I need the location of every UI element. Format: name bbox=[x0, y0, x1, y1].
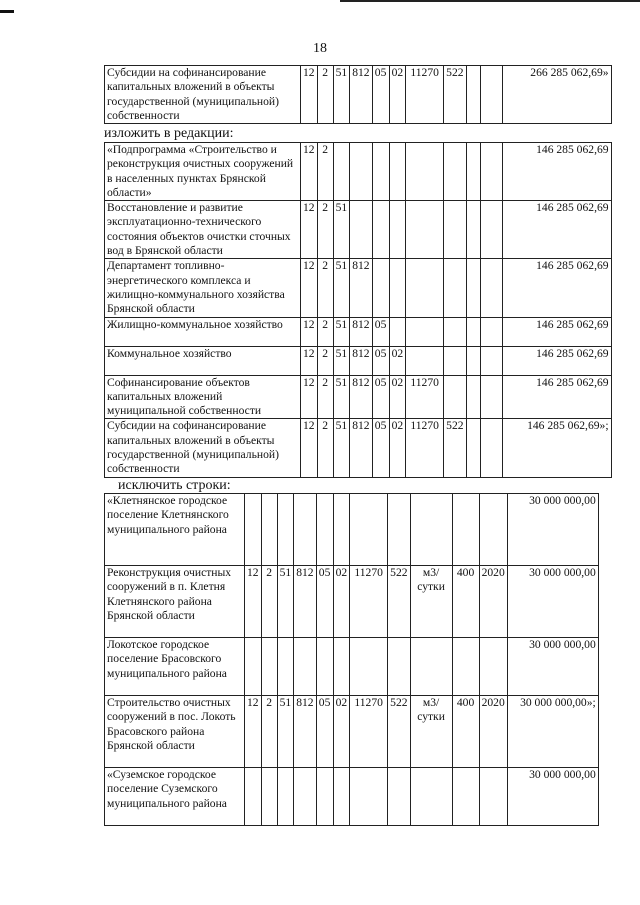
table-row bbox=[105, 768, 599, 826]
code-cell bbox=[466, 143, 480, 201]
capacity-cell: 400 bbox=[452, 696, 479, 768]
unit-cell: м3/ сутки bbox=[410, 696, 452, 768]
code-cell: 812 bbox=[350, 346, 372, 375]
code-cell bbox=[480, 66, 502, 124]
code-cell bbox=[389, 143, 406, 201]
code-cell: 51 bbox=[333, 201, 350, 259]
code-cell: 11270 bbox=[350, 696, 388, 768]
code-cell: 51 bbox=[277, 566, 294, 638]
code-cell: 11270 bbox=[350, 566, 388, 638]
code-cell: 2 bbox=[317, 66, 333, 124]
code-cell bbox=[406, 143, 444, 201]
code-cell: 05 bbox=[316, 566, 333, 638]
code-cell: 522 bbox=[388, 566, 410, 638]
unit-cell bbox=[410, 638, 452, 696]
code-cell bbox=[350, 201, 372, 259]
table-row bbox=[105, 638, 599, 696]
code-cell bbox=[372, 201, 389, 259]
amount-cell: 266 285 062,69» bbox=[502, 66, 611, 124]
code-cell: 51 bbox=[333, 346, 350, 375]
code-cell: 12 bbox=[245, 566, 262, 638]
code-cell: 2 bbox=[317, 375, 333, 419]
code-cell bbox=[316, 768, 333, 826]
code-cell: 12 bbox=[301, 201, 318, 259]
amount-cell: 146 285 062,69 bbox=[502, 201, 611, 259]
amount-cell: 146 285 062,69 bbox=[502, 375, 611, 419]
code-cell bbox=[350, 494, 388, 566]
code-cell: 522 bbox=[444, 66, 466, 124]
code-cell bbox=[466, 375, 480, 419]
code-cell bbox=[480, 375, 502, 419]
code-cell bbox=[480, 201, 502, 259]
code-cell bbox=[389, 201, 406, 259]
code-cell: 11270 bbox=[406, 66, 444, 124]
code-cell bbox=[350, 768, 388, 826]
caption-edit: изложить в редакции: bbox=[104, 126, 234, 141]
code-cell bbox=[350, 638, 388, 696]
code-cell bbox=[261, 638, 277, 696]
code-cell bbox=[294, 638, 316, 696]
capacity-cell bbox=[452, 638, 479, 696]
code-cell: 05 bbox=[372, 66, 389, 124]
table-row bbox=[105, 375, 612, 419]
code-cell: 11270 bbox=[406, 375, 444, 419]
code-cell bbox=[277, 768, 294, 826]
code-cell: 522 bbox=[388, 696, 410, 768]
row-name: «Клетнянское городское поселение Клетнянского муниципального района bbox=[105, 494, 245, 566]
row-name: Реконструкция очистных сооружений в п. Клетня Клетнянского района Брянской области bbox=[105, 566, 245, 638]
code-cell bbox=[480, 143, 502, 201]
code-cell bbox=[261, 768, 277, 826]
code-cell: 02 bbox=[389, 346, 406, 375]
code-cell bbox=[466, 317, 480, 346]
code-cell: 812 bbox=[350, 419, 372, 477]
code-cell bbox=[406, 259, 444, 317]
code-cell bbox=[406, 317, 444, 346]
code-cell: 51 bbox=[333, 317, 350, 346]
table-row bbox=[105, 143, 612, 201]
year-cell bbox=[479, 638, 507, 696]
code-cell bbox=[245, 768, 262, 826]
code-cell bbox=[466, 201, 480, 259]
table-row bbox=[105, 201, 612, 259]
code-cell bbox=[444, 375, 466, 419]
code-cell bbox=[480, 346, 502, 375]
code-cell: 2 bbox=[261, 696, 277, 768]
code-cell: 02 bbox=[333, 566, 350, 638]
table-row bbox=[105, 259, 612, 317]
top-rule bbox=[340, 0, 640, 2]
code-cell bbox=[245, 638, 262, 696]
code-cell: 2 bbox=[317, 346, 333, 375]
code-cell: 812 bbox=[350, 259, 372, 317]
code-cell bbox=[333, 143, 350, 201]
table-row bbox=[105, 566, 599, 638]
code-cell: 812 bbox=[350, 66, 372, 124]
table-section-b bbox=[104, 142, 612, 478]
code-cell bbox=[388, 494, 410, 566]
row-name: «Суземское городское поселение Суземского муниципального района bbox=[105, 768, 245, 826]
table-row bbox=[105, 696, 599, 768]
table-row bbox=[105, 494, 599, 566]
amount-cell: 30 000 000,00 bbox=[507, 566, 598, 638]
code-cell: 812 bbox=[350, 317, 372, 346]
code-cell bbox=[444, 259, 466, 317]
code-cell bbox=[480, 419, 502, 477]
corner-scan-mark bbox=[0, 10, 14, 13]
code-cell bbox=[444, 201, 466, 259]
amount-cell: 30 000 000,00 bbox=[507, 638, 598, 696]
code-cell: 51 bbox=[333, 375, 350, 419]
code-cell bbox=[372, 259, 389, 317]
code-cell: 12 bbox=[301, 143, 318, 201]
code-cell: 02 bbox=[389, 375, 406, 419]
code-cell: 12 bbox=[301, 317, 318, 346]
capacity-cell bbox=[452, 494, 479, 566]
code-cell bbox=[277, 638, 294, 696]
table-row bbox=[105, 346, 612, 375]
row-name: Субсидии на софинансирование капитальных вложений в объекты государственной (муниципальной) собственности bbox=[105, 66, 301, 124]
amount-cell: 146 285 062,69 bbox=[502, 143, 611, 201]
code-cell: 51 bbox=[277, 696, 294, 768]
code-cell: 12 bbox=[301, 375, 318, 419]
page-number: 18 bbox=[313, 41, 327, 56]
code-cell: 11270 bbox=[406, 419, 444, 477]
table-section-a bbox=[104, 65, 612, 124]
code-cell bbox=[294, 768, 316, 826]
code-cell bbox=[466, 66, 480, 124]
unit-cell bbox=[410, 768, 452, 826]
row-name: Софинансирование объектов капитальных вложений муниципальной собственности bbox=[105, 375, 301, 419]
year-cell bbox=[479, 494, 507, 566]
code-cell bbox=[277, 494, 294, 566]
code-cell bbox=[333, 494, 350, 566]
amount-cell: 146 285 062,69 bbox=[502, 346, 611, 375]
code-cell: 51 bbox=[333, 259, 350, 317]
code-cell: 05 bbox=[372, 419, 389, 477]
code-cell bbox=[406, 201, 444, 259]
code-cell: 2 bbox=[317, 317, 333, 346]
code-cell bbox=[333, 638, 350, 696]
code-cell: 05 bbox=[372, 346, 389, 375]
unit-cell bbox=[410, 494, 452, 566]
row-name: Коммунальное хозяйство bbox=[105, 346, 301, 375]
code-cell: 51 bbox=[333, 419, 350, 477]
code-cell bbox=[316, 494, 333, 566]
year-cell bbox=[479, 768, 507, 826]
row-name: Локотское городское поселение Брасовского муниципального района bbox=[105, 638, 245, 696]
code-cell: 12 bbox=[301, 419, 318, 477]
row-name: «Подпрограмма «Строительство и реконструкция очистных сооружений в населенных пунктах Брянской области» bbox=[105, 143, 301, 201]
code-cell bbox=[316, 638, 333, 696]
amount-cell: 30 000 000,00 bbox=[507, 768, 598, 826]
code-cell bbox=[333, 768, 350, 826]
code-cell: 12 bbox=[301, 259, 318, 317]
year-cell: 2020 bbox=[479, 566, 507, 638]
code-cell bbox=[444, 143, 466, 201]
capacity-cell: 400 bbox=[452, 566, 479, 638]
code-cell bbox=[466, 346, 480, 375]
code-cell bbox=[261, 494, 277, 566]
code-cell: 12 bbox=[301, 346, 318, 375]
code-cell bbox=[389, 317, 406, 346]
code-cell: 522 bbox=[444, 419, 466, 477]
amount-cell: 30 000 000,00 bbox=[507, 494, 598, 566]
capacity-cell bbox=[452, 768, 479, 826]
code-cell: 2 bbox=[261, 566, 277, 638]
code-cell bbox=[388, 638, 410, 696]
caption-exclude: исключить строки: bbox=[118, 478, 231, 493]
code-cell: 2 bbox=[317, 259, 333, 317]
code-cell: 812 bbox=[294, 566, 316, 638]
amount-cell: 30 000 000,00»; bbox=[507, 696, 598, 768]
code-cell bbox=[294, 494, 316, 566]
row-name: Строительство очистных сооружений в пос. Локоть Брасовского района Брянской области bbox=[105, 696, 245, 768]
code-cell: 2 bbox=[317, 419, 333, 477]
table-row bbox=[105, 419, 612, 477]
code-cell: 05 bbox=[316, 696, 333, 768]
code-cell: 05 bbox=[372, 317, 389, 346]
amount-cell: 146 285 062,69 bbox=[502, 259, 611, 317]
code-cell: 05 bbox=[372, 375, 389, 419]
code-cell bbox=[372, 143, 389, 201]
code-cell bbox=[389, 259, 406, 317]
code-cell bbox=[444, 317, 466, 346]
code-cell bbox=[406, 346, 444, 375]
unit-cell: м3/ сутки bbox=[410, 566, 452, 638]
code-cell: 02 bbox=[333, 696, 350, 768]
code-cell bbox=[480, 259, 502, 317]
amount-cell: 146 285 062,69»; bbox=[502, 419, 611, 477]
code-cell bbox=[466, 419, 480, 477]
amount-cell: 146 285 062,69 bbox=[502, 317, 611, 346]
code-cell: 02 bbox=[389, 66, 406, 124]
code-cell bbox=[350, 143, 372, 201]
code-cell bbox=[245, 494, 262, 566]
code-cell: 51 bbox=[333, 66, 350, 124]
row-name: Субсидии на софинансирование капитальных вложений в объекты государственной (муниципальной) собственности bbox=[105, 419, 301, 477]
code-cell: 2 bbox=[317, 143, 333, 201]
code-cell: 02 bbox=[389, 419, 406, 477]
code-cell bbox=[466, 259, 480, 317]
year-cell: 2020 bbox=[479, 696, 507, 768]
table-row bbox=[105, 317, 612, 346]
row-name: Жилищно-коммунальное хозяйство bbox=[105, 317, 301, 346]
code-cell bbox=[480, 317, 502, 346]
row-name: Департамент топливно-энергетического комплекса и жилищно-коммунального хозяйства Брянской области bbox=[105, 259, 301, 317]
code-cell: 2 bbox=[317, 201, 333, 259]
code-cell: 812 bbox=[350, 375, 372, 419]
code-cell: 12 bbox=[301, 66, 318, 124]
row-name: Восстановление и развитие эксплуатационно-технического состояния объектов очистки сточных вод в Брянской области bbox=[105, 201, 301, 259]
table-row bbox=[105, 66, 612, 124]
code-cell bbox=[388, 768, 410, 826]
code-cell: 12 bbox=[245, 696, 262, 768]
table-section-c bbox=[104, 493, 599, 826]
code-cell: 812 bbox=[294, 696, 316, 768]
code-cell bbox=[444, 346, 466, 375]
